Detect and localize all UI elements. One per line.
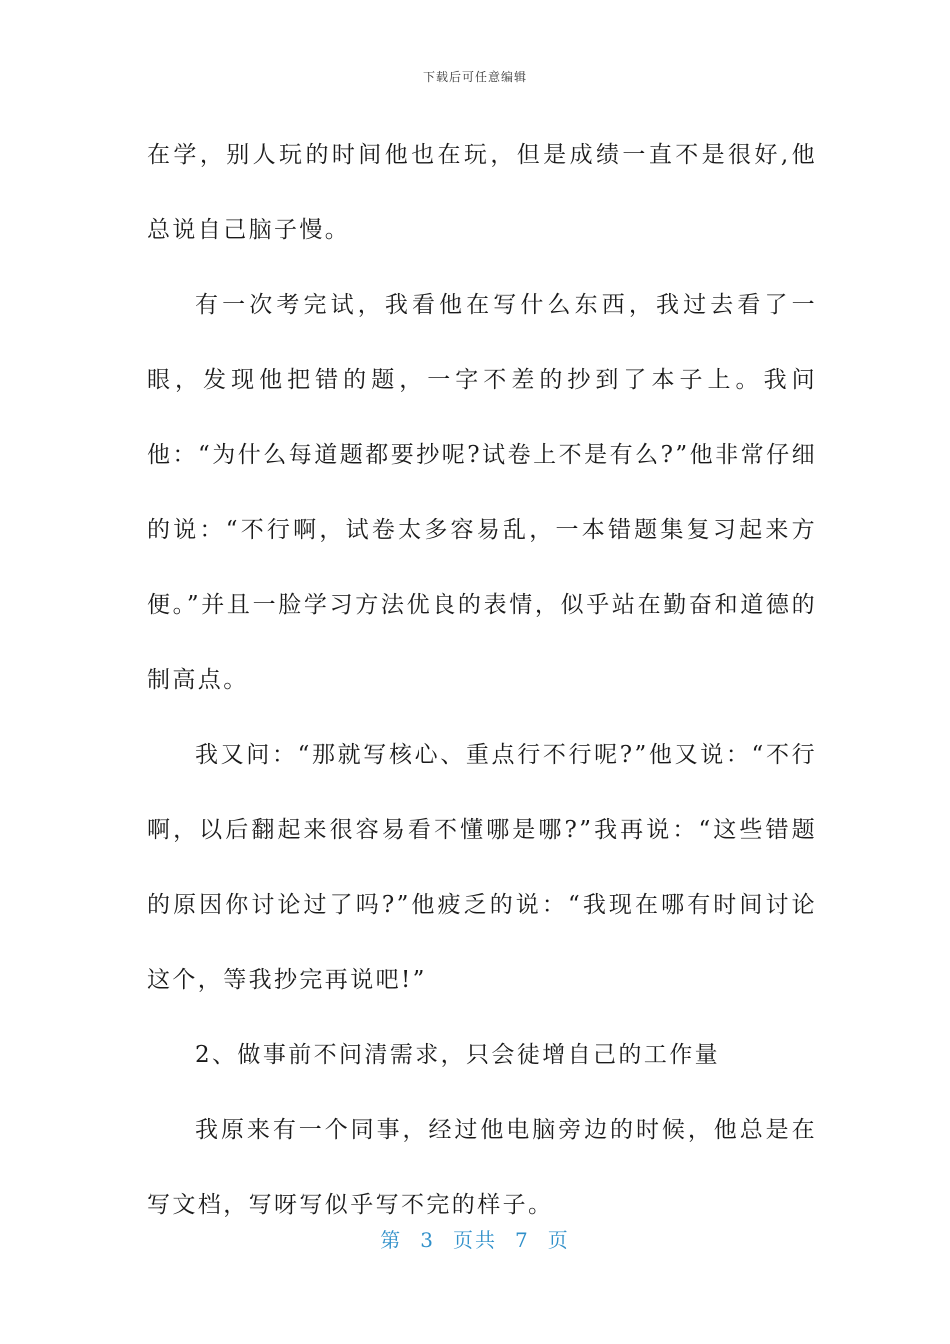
header-text: 下载后可任意编辑 (422, 70, 527, 84)
document-body (147, 118, 817, 1243)
total-pages-number: 7 (515, 1228, 530, 1252)
paragraph: 我原来有一个同事，经过他电脑旁边的时候，他总是在写文档，写呀写似乎写不完的样子。 (147, 1117, 817, 1218)
current-page-number: 3 (420, 1228, 435, 1252)
section-heading: 2、做事前不问清需求，只会徒增自己的工作量 (195, 1042, 721, 1068)
paragraph: 我又问：“那就写核心、重点行不行呢?”他又说：“不行啊，以后翻起来很容易看不懂哪是哪?”我再说：“这些错题的原因你讨论过了吗?”他疲乏的说：“我现在哪有时间讨论这个，等我抄完再说吧!” (147, 742, 817, 993)
page-number-middle: 页共 (453, 1228, 497, 1252)
page-header (0, 68, 950, 85)
page-footer (0, 1224, 950, 1253)
paragraph: 在学，别人玩的时间他也在玩，但是成绩一直不是很好,他总说自己脑子慢。 (147, 142, 817, 243)
page-number-prefix: 第 (380, 1228, 403, 1252)
page-number-suffix: 页 (547, 1228, 570, 1252)
paragraph: 有一次考完试，我看他在写什么东西，我过去看了一眼，发现他把错的题，一字不差的抄到了本子上。我问他：“为什么每道题都要抄呢?试卷上不是有么?”他非常仔细的说：“不行啊，试卷太多容易乱，一本错题集复习起来方便。”并且一脸学习方法优良的表情，似乎站在勤奋和道德的制高点。 (147, 292, 817, 693)
